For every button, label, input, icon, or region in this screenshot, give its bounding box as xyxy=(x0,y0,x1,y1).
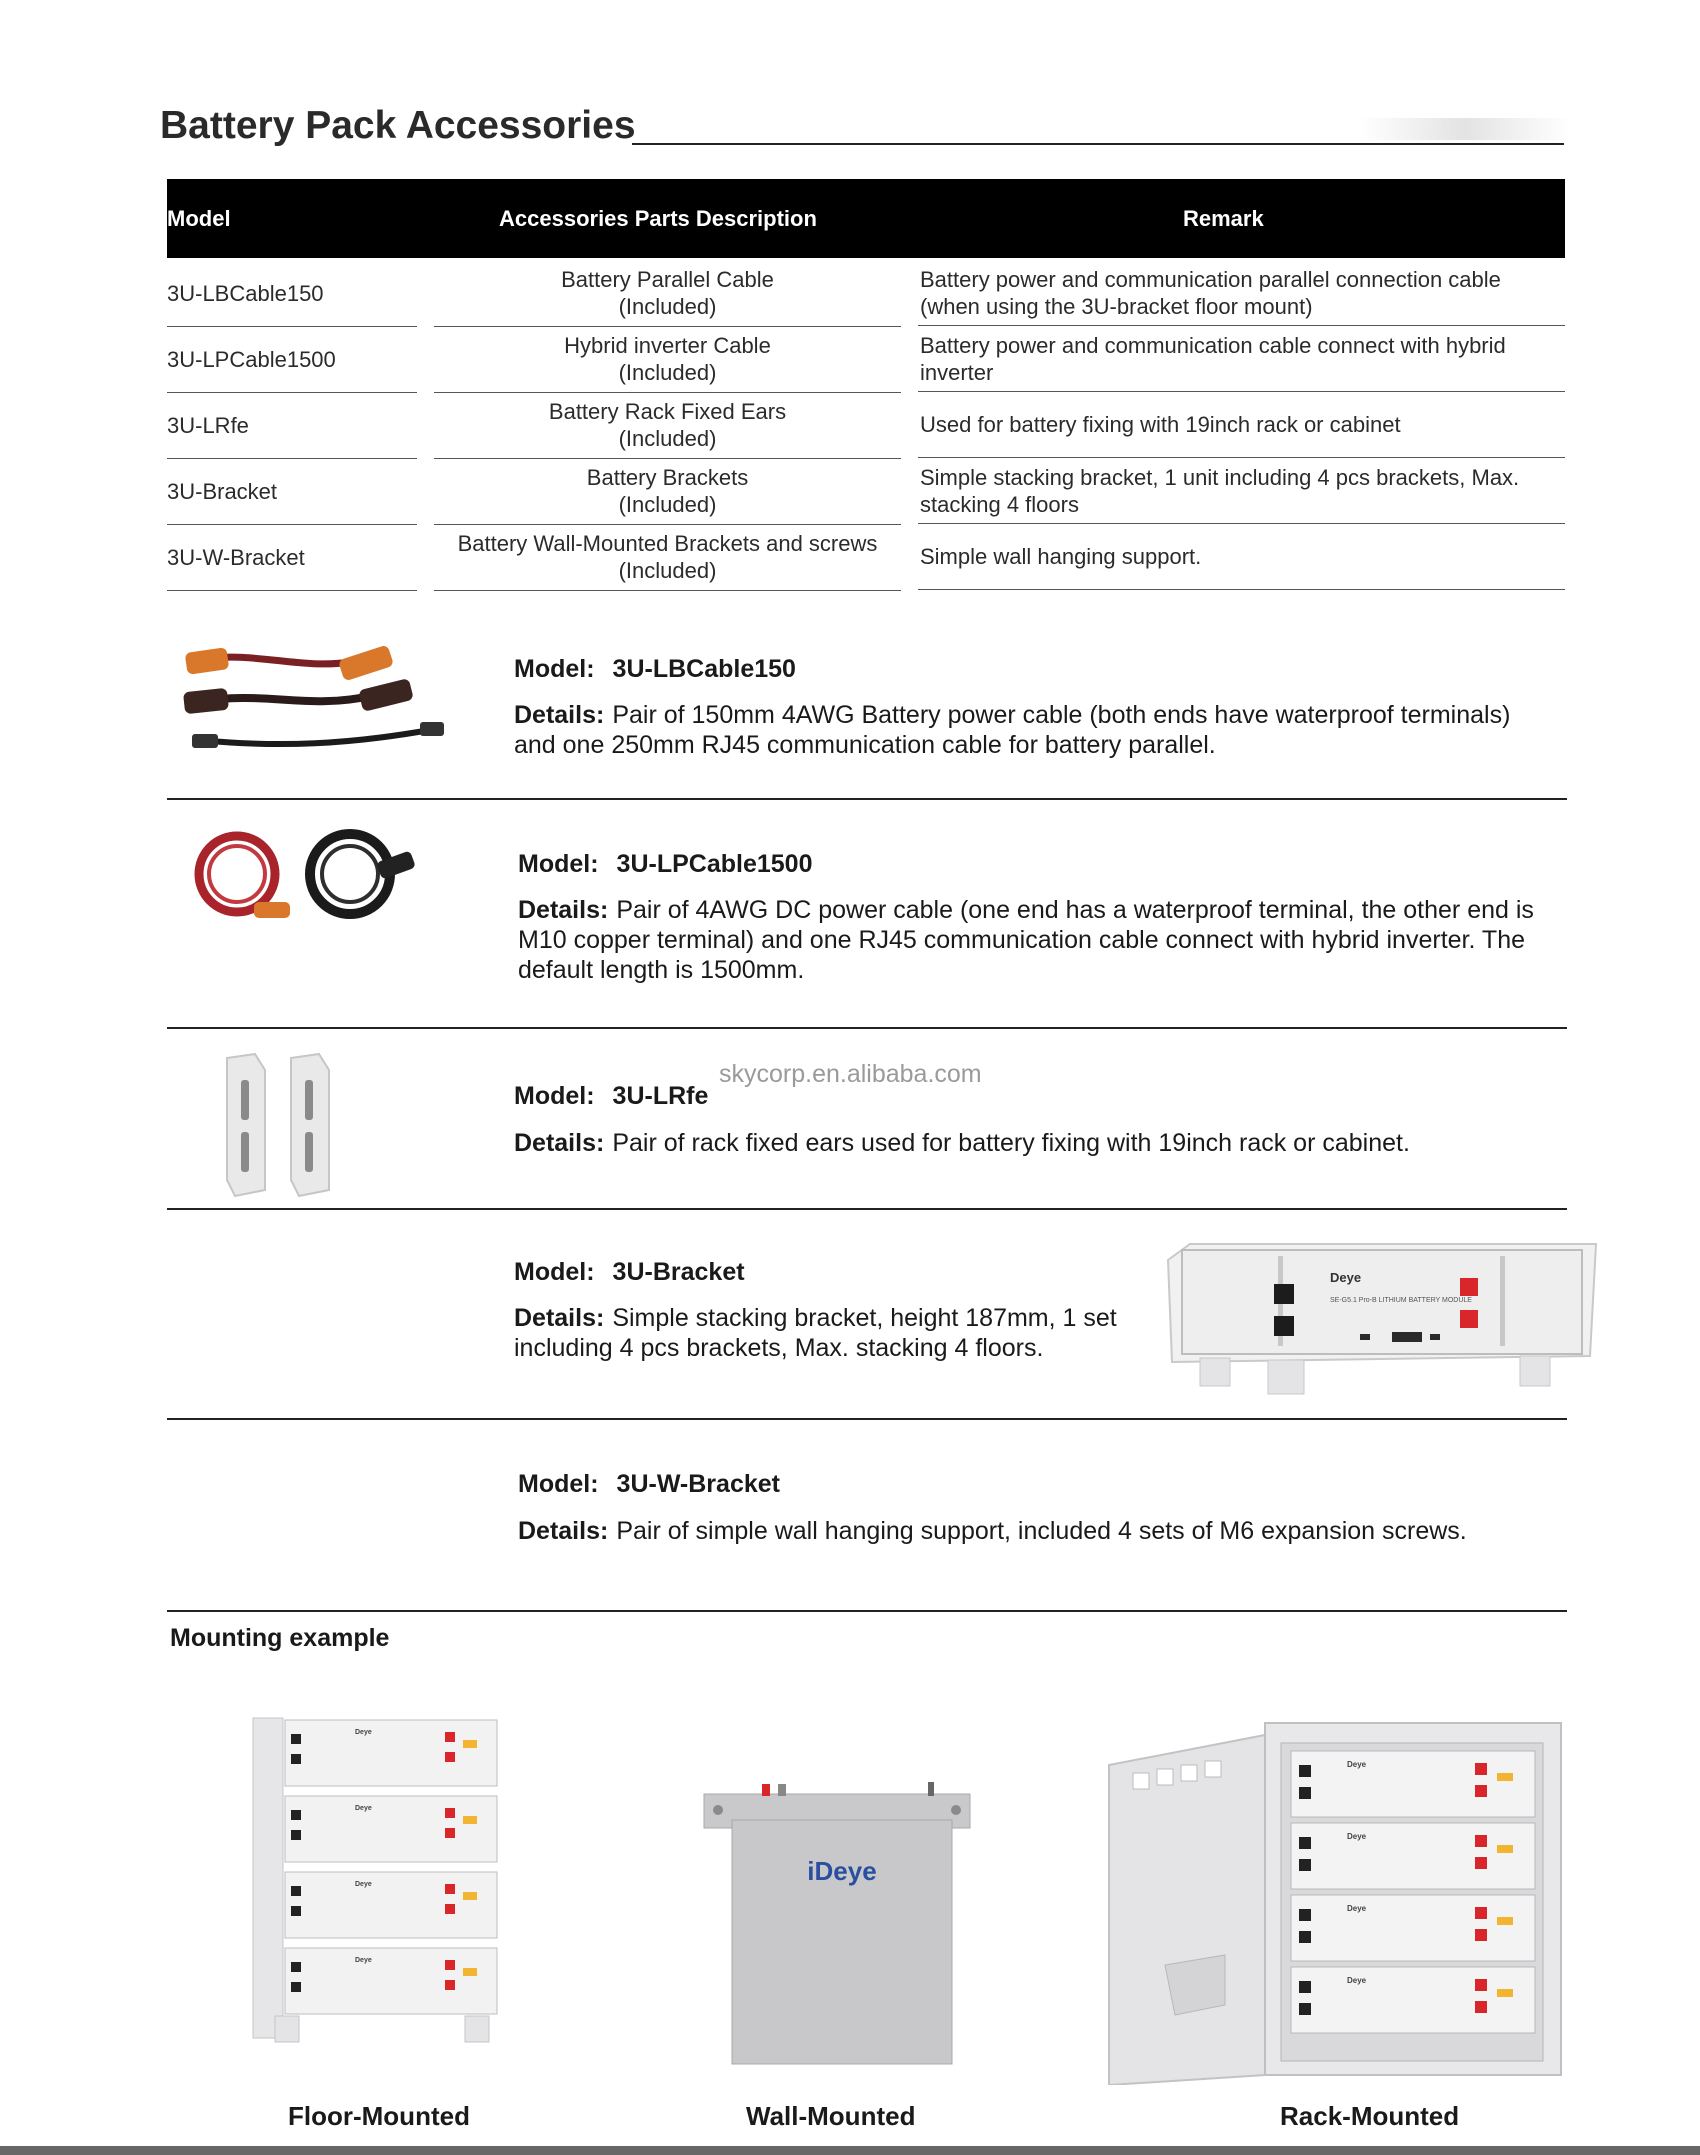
table-row xyxy=(167,524,1565,590)
cell-description: Hybrid inverter Cable (Included) xyxy=(434,326,901,393)
floor-mounted-photo xyxy=(245,1710,510,2050)
item-details: Details: Pair of rack fixed ears used for battery fixing with 19inch rack or cabinet. xyxy=(514,1129,1410,1157)
page-title: Battery Pack Accessories xyxy=(160,104,636,147)
section-divider xyxy=(167,798,1567,800)
caption-wall-mounted: Wall-Mounted xyxy=(746,2101,916,2131)
cell-description: Battery Rack Fixed Ears (Included) xyxy=(434,392,901,459)
module-label: SE-G5.1 Pro-B LITHIUM BATTERY MODULE xyxy=(1330,1297,1472,1304)
section-divider xyxy=(167,1418,1567,1420)
header-model: Model xyxy=(167,206,231,231)
header-description: Accessories Parts Description xyxy=(499,206,817,231)
cell-description: Battery Wall-Mounted Brackets and screws (Included) xyxy=(434,524,901,591)
cell-model: 3U-LBCable150 xyxy=(167,260,417,327)
module-brand: Deye xyxy=(355,1881,372,1888)
table-header xyxy=(167,179,1565,258)
item-model: Model: 3U-LPCable1500 xyxy=(518,850,813,878)
caption-floor-mounted: Floor-Mounted xyxy=(288,2101,470,2131)
section-divider xyxy=(167,1027,1567,1029)
wall-mounted-photo xyxy=(700,1780,975,2070)
section-divider xyxy=(167,1610,1567,1612)
cell-model: 3U-LRfe xyxy=(167,392,417,459)
item-model: Model: 3U-W-Bracket xyxy=(518,1470,780,1498)
table-row xyxy=(167,326,1565,392)
cell-model: 3U-Bracket xyxy=(167,458,417,525)
item-model: Model: 3U-LRfe xyxy=(514,1082,709,1110)
cell-model: 3U-W-Bracket xyxy=(167,524,417,591)
item-details: Details: Pair of 4AWG DC power cable (one end has a waterproof terminal, the other end is M10 copper terminal) and one RJ45 communication cable connect with hybrid inverter. The default length is 1500mm. xyxy=(518,896,1534,984)
section-divider xyxy=(167,1208,1567,1210)
module-brand: Deye xyxy=(355,1957,372,1964)
table-row xyxy=(167,458,1565,524)
item-details: Details: Pair of 150mm 4AWG Battery power cable (both ends have waterproof terminals) and one 250mm RJ45 communication cable for battery parallel. xyxy=(514,701,1511,759)
item-details: Details: Pair of simple wall hanging support, included 4 sets of M6 expansion screws. xyxy=(518,1517,1467,1545)
module-brand: Deye xyxy=(1330,1270,1362,1285)
rack-mounted-photo xyxy=(1105,1715,1565,2085)
module-brand: Deye xyxy=(355,1729,372,1736)
cell-remark: Simple stacking bracket, 1 unit including 4 pcs brackets, Max. stacking 4 floors xyxy=(918,458,1565,524)
brand-logo: iDeye xyxy=(807,1856,877,1886)
module-brand: Deye xyxy=(1347,1976,1367,1985)
cell-remark: Simple wall hanging support. xyxy=(918,524,1565,590)
header-remark: Remark xyxy=(1183,206,1264,231)
cell-model: 3U-LPCable1500 xyxy=(167,326,417,393)
cell-remark: Battery power and communication parallel connection cable (when using the 3U-bracket floor mount) xyxy=(918,260,1565,326)
title-rule xyxy=(632,143,1564,145)
item-details: Details: Simple stacking bracket, height 187mm, 1 set including 4 pcs brackets, Max. stacking 4 floors. xyxy=(514,1304,1117,1362)
module-brand: Deye xyxy=(355,1805,372,1812)
cell-remark: Used for battery fixing with 19inch rack or cabinet xyxy=(918,392,1565,458)
item-model: Model: 3U-LBCable150 xyxy=(514,655,796,683)
caption-rack-mounted: Rack-Mounted xyxy=(1280,2101,1460,2131)
module-brand: Deye xyxy=(1347,1832,1367,1841)
cell-description: Battery Parallel Cable (Included) xyxy=(434,260,901,327)
rack-ears-photo xyxy=(215,1050,365,1200)
parallel-cable-photo xyxy=(180,640,460,770)
module-brand: Deye xyxy=(1347,1760,1367,1769)
inverter-cable-photo xyxy=(182,822,422,932)
title-smudge xyxy=(1360,118,1570,140)
cell-remark: Battery power and communication cable connect with hybrid inverter xyxy=(918,326,1565,392)
bracket-battery-photo xyxy=(1160,1238,1600,1403)
bottom-rule xyxy=(0,2146,1700,2155)
table-row xyxy=(167,260,1565,326)
module-brand: Deye xyxy=(1347,1904,1367,1913)
item-model: Model: 3U-Bracket xyxy=(514,1258,745,1286)
watermark: skycorp.en.alibaba.com xyxy=(719,1060,982,1088)
cell-description: Battery Brackets (Included) xyxy=(434,458,901,525)
table-row xyxy=(167,392,1565,458)
mounting-title: Mounting example xyxy=(170,1624,390,1652)
